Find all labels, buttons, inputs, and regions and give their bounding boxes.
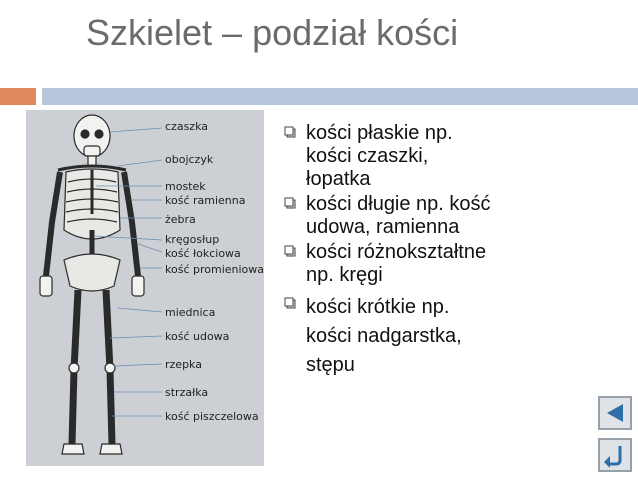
skeleton-label: obojczyk: [165, 153, 214, 166]
skeleton-label: miednica: [165, 306, 216, 319]
return-arrow-icon: [600, 440, 630, 470]
skeleton-label: kość łokciowa: [165, 247, 241, 260]
skeleton-label: kręgosłup: [165, 233, 220, 246]
back-button[interactable]: [598, 396, 632, 430]
skeleton-label: kość piszczelowa: [165, 410, 259, 423]
square-bullet-icon: [284, 297, 296, 309]
skeleton-figure: [26, 110, 264, 466]
bullet-item: [284, 122, 574, 191]
skeleton-label: strzałka: [165, 386, 209, 399]
triangle-left-icon: [600, 398, 630, 428]
bullet-text: kości różnokształtne np. kręgi: [306, 241, 487, 286]
slide-title: Szkielet – podział kości: [86, 12, 459, 53]
square-bullet-icon: [284, 245, 296, 257]
skeleton-label: kość udowa: [165, 330, 230, 343]
bullet-item: [284, 241, 574, 287]
bullet-list: [284, 122, 574, 382]
skeleton-label: mostek: [165, 180, 206, 193]
bullet-text: kości płaskie np. kości czaszki, łopatka: [306, 122, 453, 190]
accent-bar-orange: [0, 88, 36, 105]
skeleton-label: kość ramienna: [165, 194, 246, 207]
return-button[interactable]: [598, 438, 632, 472]
skeleton-label: kość promieniowa: [165, 263, 265, 276]
bullet-text: kości długie np. kość udowa, ramienna: [306, 193, 491, 238]
square-bullet-icon: [284, 126, 296, 138]
bullet-item: [284, 193, 574, 239]
skeleton-label: czaszka: [165, 120, 208, 133]
square-bullet-icon: [284, 197, 296, 209]
accent-bar-blue: [42, 88, 638, 105]
bullet-item: [284, 293, 574, 380]
skeleton-label: żebra: [165, 213, 196, 226]
bullet-text: kości krótkie np. kości nadgarstka, stępu: [306, 296, 462, 376]
skeleton-label: rzepka: [165, 358, 202, 371]
